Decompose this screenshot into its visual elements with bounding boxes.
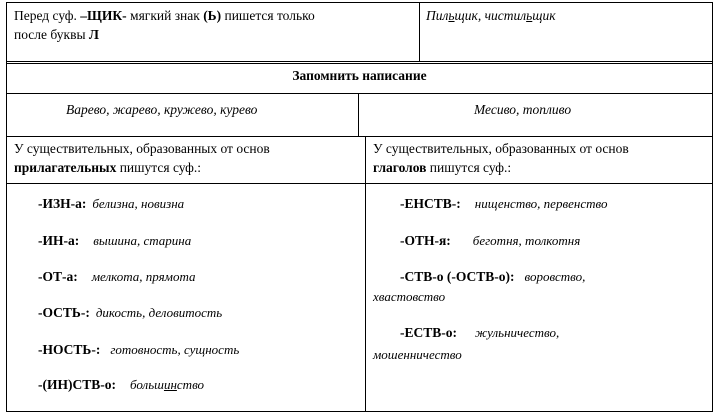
adj-suffix-row: -ОТ-а: мелкота, прямота — [38, 269, 196, 284]
divider-row1b — [6, 63, 713, 64]
verb-suffix-row: -ОТН-я: беготня, толкотня — [400, 233, 581, 248]
letter-l: Л — [88, 27, 99, 42]
verb-suffix-row-cont: хвастовство — [373, 289, 446, 304]
remember-right: Месиво, топливо — [474, 102, 572, 117]
adjectives-intro-line2: прилагательных пишутся суф.: — [14, 160, 202, 175]
adj-suffix-row: -ИЗН-а: белизна, новизна — [38, 196, 185, 211]
verb-suffix-row: -СТВ-о (-ОСТВ-о): воровство, — [400, 269, 586, 284]
verb-suffix-row: -ЕСТВ-о: жульничество, — [400, 325, 560, 340]
rule-soft-sign-line1: Перед суф. –ЩИК- мягкий знак (Ь) пишется только — [14, 8, 315, 23]
border-top — [6, 2, 713, 3]
verb-suffix-row-cont: мошенничество — [373, 347, 462, 362]
suffix-schik: –ЩИК- — [80, 8, 127, 23]
border-bottom — [6, 411, 713, 412]
rule-soft-sign-line2: после буквы Л — [14, 27, 99, 42]
adj-suffix-row: -(ИН)СТВ-о: большинство — [38, 377, 205, 392]
divider-row1 — [6, 61, 713, 62]
verb-suffix-row: -ЕНСТВ-: нищенство, первенство — [400, 196, 608, 211]
divider-row3-vertical — [358, 93, 359, 136]
adj-suffix-row: -ОСТЬ-: дикость, деловитость — [38, 305, 223, 320]
adjectives-intro-line1: У существительных, образованных от основ — [14, 141, 270, 156]
remember-left: Варево, жарево, кружево, курево — [66, 102, 258, 117]
remember-heading: Запомнить написание — [292, 68, 427, 83]
divider-row3 — [6, 136, 713, 137]
verbs-intro-line1: У существительных, образованных от основ — [373, 141, 629, 156]
adj-suffix-row: -НОСТЬ-: готовность, сущность — [38, 342, 240, 357]
divider-row4 — [6, 183, 713, 184]
divider-main-vertical — [365, 136, 366, 412]
divider-row1-vertical — [419, 2, 420, 61]
verbs-intro-line2: глаголов пишутся суф.: — [373, 160, 512, 175]
divider-row2 — [6, 93, 713, 94]
soft-sign-examples: Пильщик, чистильщик — [426, 8, 556, 23]
adj-suffix-row: -ИН-а: вышина, старина — [38, 233, 192, 248]
soft-sign: (Ь) — [203, 8, 222, 23]
